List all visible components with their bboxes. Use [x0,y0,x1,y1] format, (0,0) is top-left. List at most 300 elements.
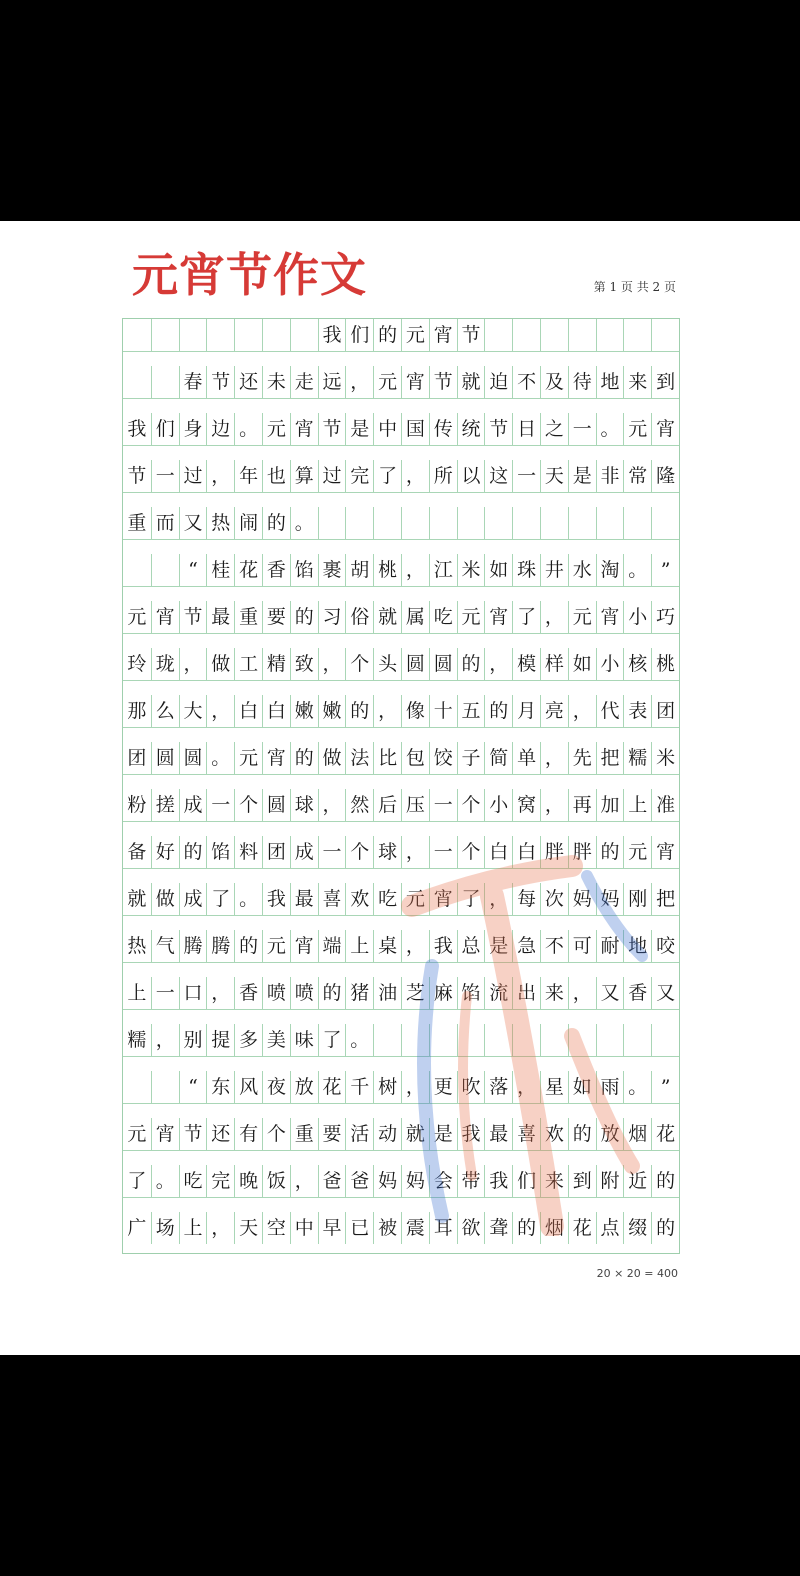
grid-cell: 宵 [401,366,429,398]
grid-cell: 了 [512,601,540,633]
grid-cell: 亮 [540,695,568,727]
grid-cell: ， [179,648,207,680]
grid-cell [123,554,151,586]
grid-cell: 不 [512,366,540,398]
grid-cell: 宵 [262,742,290,774]
grid-cell: 元 [568,601,596,633]
grid-row [123,695,679,742]
grid-cell: 。 [234,413,262,445]
grid-cell: 做 [206,648,234,680]
grid-cell: 有 [234,1118,262,1150]
grid-cell: 裹 [318,554,346,586]
grid-cell: 了 [457,883,485,915]
grid-cell: 元 [373,366,401,398]
grid-cell: 端 [318,930,346,962]
grid-cell: 而 [151,507,179,539]
grid-cell: 上 [623,789,651,821]
grid-cell: ， [373,695,401,727]
grid-cell: 球 [290,789,318,821]
grid-cell: 个 [234,789,262,821]
essay-page [0,221,800,1355]
grid-cell: 玲 [127,653,147,675]
grid-cell: 工 [234,648,262,680]
grid-cell: 如 [484,554,512,586]
grid-cell: 年 [234,460,262,492]
grid-cell: 已 [345,1212,373,1244]
grid-cell: 一 [206,789,234,821]
grid-cell: 元 [401,883,429,915]
grid-cell: 单 [512,742,540,774]
grid-cell: 多 [234,1024,262,1056]
grid-cell: 会 [429,1165,457,1197]
grid-cell [484,507,512,539]
grid-cell: 场 [151,1212,179,1244]
grid-cell: 出 [512,977,540,1009]
grid-cell: 的 [484,695,512,727]
grid-cell: 个 [345,648,373,680]
grid-cell: 节 [429,366,457,398]
grid-cell: 吃 [179,1165,207,1197]
grid-cell: 一 [568,413,596,445]
grid-cell: 小 [623,601,651,633]
grid-cell: “ [179,1071,207,1103]
grid-cell: 圆 [429,648,457,680]
grid-cell [234,319,262,351]
grid-cell: 又 [179,507,207,539]
row-spacer [123,821,679,837]
grid-cell: ， [290,1165,318,1197]
grid-cell: 喷 [290,977,318,1009]
grid-cell: 可 [568,930,596,962]
grid-cell: 欲 [457,1212,485,1244]
grid-cell: 宵 [484,601,512,633]
grid-cell: 俗 [345,601,373,633]
grid-cell: 属 [401,601,429,633]
grid-cell: 致 [290,648,318,680]
grid-cell: 么 [151,695,179,727]
grid-cell: 那 [127,700,147,722]
grid-cell: 简 [484,742,512,774]
grid-cell: 嫩 [290,695,318,727]
grid-cell: 了 [373,460,401,492]
grid-cell: 不 [540,930,568,962]
grid-cell: 花 [234,554,262,586]
grid-cell: 把 [596,742,624,774]
grid-cell: 完 [345,460,373,492]
grid-cell: 妈 [568,883,596,915]
grid-cell: 个 [457,836,485,868]
grid-cell: ， [568,695,596,727]
grid-cell: 饭 [262,1165,290,1197]
grid-cell: ， [318,648,346,680]
grid-cell: 喜 [318,883,346,915]
grid-cell: 是 [345,413,373,445]
grid-cell: 以 [457,460,485,492]
grid-row [123,742,679,789]
grid-cell: ， [206,695,234,727]
grid-cell: 元 [262,413,290,445]
grid-cell: 圆 [179,742,207,774]
grid-row [123,789,679,836]
grid-cell: 宵 [429,319,457,351]
grid-cell: 地 [623,930,651,962]
row-spacer [123,398,679,414]
grid-cell: 活 [345,1118,373,1150]
grid-cell: 香 [234,977,262,1009]
grid-cell: 腾 [206,930,234,962]
grid-cell: 元 [127,1123,147,1145]
grid-cell: 团 [127,747,147,769]
grid-cell: 个 [345,836,373,868]
grid-cell: 如 [568,648,596,680]
grid-cell: ， [401,554,429,586]
grid-cell: 腾 [179,930,207,962]
grid-cell: 猪 [345,977,373,1009]
grid-cell: 米 [457,554,485,586]
grid-cell [179,319,207,351]
grid-cell: 先 [568,742,596,774]
grid-cell: 胖 [568,836,596,868]
grid-cell: 统 [457,413,485,445]
grid-cell: 又 [651,977,679,1009]
grid-cell: 料 [234,836,262,868]
grid-cell: 树 [373,1071,401,1103]
grid-cell: 元 [623,836,651,868]
grid-cell: 个 [457,789,485,821]
grid-cell: 最 [206,601,234,633]
grid-footer-count: 20 × 20 = 400 [596,1267,678,1280]
grid-cell: 完 [206,1165,234,1197]
grid-cell: 子 [457,742,485,774]
grid-cell: 重 [127,512,147,534]
grid-cell: 样 [540,648,568,680]
grid-cell: 。 [234,883,262,915]
grid-cell: 我 [457,1118,485,1150]
grid-cell: 算 [290,460,318,492]
grid-cell: 我 [429,930,457,962]
grid-cell: 风 [234,1071,262,1103]
grid-cell [373,507,401,539]
grid-cell: 爸 [345,1165,373,1197]
grid-cell: 的 [651,1212,679,1244]
grid-cell: 最 [484,1118,512,1150]
grid-cell: 成 [179,883,207,915]
grid-cell: ， [401,930,429,962]
grid-cell: ， [484,883,512,915]
grid-cell: 球 [373,836,401,868]
grid-cell: 。 [623,554,651,586]
grid-cell: 附 [596,1165,624,1197]
grid-cell: 把 [651,883,679,915]
grid-cell: 精 [262,648,290,680]
grid-cell: 元 [127,606,147,628]
grid-cell [596,319,624,351]
grid-cell: 天 [234,1212,262,1244]
grid-cell: 来 [540,1165,568,1197]
grid-cell: 馅 [206,836,234,868]
grid-cell: 广 [127,1217,147,1239]
grid-cell: 吹 [457,1071,485,1103]
grid-cell: 元 [401,319,429,351]
grid-cell: 馅 [457,977,485,1009]
grid-cell: 月 [512,695,540,727]
grid-cell: ， [345,366,373,398]
grid-cell [651,507,679,539]
grid-cell: 宵 [651,413,679,445]
grid-cell [540,507,568,539]
grid-cell: 然 [345,789,373,821]
grid-cell: 包 [401,742,429,774]
grid-cell: 馅 [290,554,318,586]
grid-cell: 的 [179,836,207,868]
grid-cell [262,319,290,351]
grid-cell: 的 [262,507,290,539]
grid-cell: 的 [290,742,318,774]
grid-cell: 一 [151,977,179,1009]
grid-cell: 就 [401,1118,429,1150]
grid-cell: 香 [262,554,290,586]
grid-cell: 珑 [151,648,179,680]
grid-cell: 要 [262,601,290,633]
grid-cell: 吃 [429,601,457,633]
grid-cell: 妈 [373,1165,401,1197]
grid-cell: 烟 [623,1118,651,1150]
grid-cell: 上 [179,1212,207,1244]
grid-cell: 们 [512,1165,540,1197]
grid-cell: 白 [512,836,540,868]
grid-cell: 味 [290,1024,318,1056]
grid-cell: 糯 [623,742,651,774]
grid-cell: 地 [596,366,624,398]
grid-cell: 耐 [596,930,624,962]
grid-cell: 嫩 [318,695,346,727]
grid-cell: 动 [373,1118,401,1150]
grid-cell: 珠 [512,554,540,586]
grid-cell: 。 [345,1024,373,1056]
grid-cell: 代 [596,695,624,727]
grid-cell: 的 [457,648,485,680]
grid-cell: 习 [318,601,346,633]
grid-cell: 好 [151,836,179,868]
grid-cell: 饺 [429,742,457,774]
grid-cell: 是 [568,460,596,492]
grid-cell: 压 [401,789,429,821]
grid-cell: 喷 [262,977,290,1009]
grid-cell: 早 [318,1212,346,1244]
grid-cell: 水 [568,554,596,586]
grid-cell: 节 [179,601,207,633]
grid-cell: 总 [457,930,485,962]
grid-cell: 的 [512,1212,540,1244]
grid-row [123,601,679,648]
grid-cell: 雨 [596,1071,624,1103]
grid-cell: 隆 [651,460,679,492]
grid-cell: 胡 [345,554,373,586]
grid-cell: 气 [151,930,179,962]
grid-cell: 一 [429,836,457,868]
grid-cell: 节 [127,465,147,487]
grid-cell: 又 [596,977,624,1009]
grid-cell: 宵 [596,601,624,633]
grid-cell: 宵 [290,413,318,445]
grid-cell: 上 [345,930,373,962]
grid-cell: 流 [484,977,512,1009]
grid-cell: 每 [512,883,540,915]
grid-cell: 过 [318,460,346,492]
grid-row [123,413,679,460]
grid-cell [123,366,151,398]
grid-cell: 身 [179,413,207,445]
grid-cell: 咬 [651,930,679,962]
row-spacer [123,351,679,367]
grid-row [123,554,679,601]
grid-cell: 所 [429,460,457,492]
grid-cell: 我 [484,1165,512,1197]
grid-cell: 热 [206,507,234,539]
grid-cell: 晚 [234,1165,262,1197]
grid-cell: 。 [623,1071,651,1103]
grid-cell: 宵 [151,1118,179,1150]
page-indicator: 第 1 页 共 2 页 [593,280,676,294]
grid-cell: 喜 [512,1118,540,1150]
grid-cell: 白 [262,695,290,727]
grid-cell: 粉 [127,794,147,816]
grid-cell: 了 [206,883,234,915]
grid-cell [151,366,179,398]
grid-cell [151,319,179,351]
grid-cell: 节 [457,319,485,351]
grid-cell: 到 [651,366,679,398]
grid-cell: 口 [179,977,207,1009]
grid-cell: 闹 [234,507,262,539]
grid-cell: 米 [651,742,679,774]
grid-cell: 井 [540,554,568,586]
grid-cell: 五 [457,695,485,727]
grid-cell: 节 [206,366,234,398]
grid-cell: 来 [623,366,651,398]
grid-cell: 急 [512,930,540,962]
grid-cell: 做 [151,883,179,915]
grid-cell: 做 [318,742,346,774]
grid-cell: 次 [540,883,568,915]
grid-cell: 千 [345,1071,373,1103]
grid-cell: 准 [651,789,679,821]
grid-cell: 夜 [262,1071,290,1103]
grid-cell: 桌 [373,930,401,962]
grid-cell: ， [401,836,429,868]
grid-cell [512,507,540,539]
grid-cell: 圆 [401,648,429,680]
grid-cell: 放 [596,1118,624,1150]
grid-cell: 及 [540,366,568,398]
grid-cell: 空 [262,1212,290,1244]
grid-cell: 点 [596,1212,624,1244]
grid-cell: 来 [540,977,568,1009]
grid-cell: 到 [568,1165,596,1197]
grid-cell: 上 [127,982,147,1004]
grid-cell: 如 [568,1071,596,1103]
grid-cell: 天 [540,460,568,492]
grid-cell: 表 [623,695,651,727]
grid-cell: 放 [290,1071,318,1103]
grid-cell: ， [401,1071,429,1103]
grid-cell: 桃 [651,648,679,680]
grid-cell: 重 [234,601,262,633]
grid-cell: 更 [429,1071,457,1103]
grid-cell: 模 [512,648,540,680]
grid-cell: 国 [401,413,429,445]
grid-cell: ， [401,460,429,492]
grid-cell: 香 [623,977,651,1009]
grid-cell: 的 [596,836,624,868]
grid-cell: 元 [623,413,651,445]
grid-cell: 成 [179,789,207,821]
grid-cell: 桃 [373,554,401,586]
grid-row [123,648,679,695]
grid-cell: 元 [234,742,262,774]
grid-cell [568,507,596,539]
grid-cell: ， [206,977,234,1009]
grid-cell [623,507,651,539]
grid-row [123,507,679,554]
grid-cell: 。 [290,507,318,539]
row-spacer [123,445,679,461]
grid-cell: 迫 [484,366,512,398]
watermark-logo [372,836,662,1236]
grid-cell [151,1071,179,1103]
grid-cell: ， [206,1212,234,1244]
grid-cell: 个 [262,1118,290,1150]
grid-cell: 花 [568,1212,596,1244]
grid-cell: 节 [484,413,512,445]
grid-cell: ， [318,789,346,821]
grid-cell: 带 [457,1165,485,1197]
grid-cell: 的 [345,695,373,727]
grid-cell [457,507,485,539]
grid-cell: 花 [651,1118,679,1150]
grid-cell: 像 [401,695,429,727]
grid-cell: 们 [151,413,179,445]
grid-cell: 大 [179,695,207,727]
grid-cell [568,319,596,351]
grid-cell [206,319,234,351]
grid-cell: ” [651,1071,679,1103]
grid-cell: 近 [623,1165,651,1197]
grid-cell: 后 [373,789,401,821]
grid-cell: 头 [373,648,401,680]
grid-cell: 核 [623,648,651,680]
grid-cell: 的 [373,319,401,351]
grid-cell: 吃 [373,883,401,915]
grid-cell: “ [179,554,207,586]
row-spacer [123,774,679,790]
grid-cell [123,319,151,351]
grid-cell: 了 [318,1024,346,1056]
grid-cell: 加 [596,789,624,821]
grid-cell: 十 [429,695,457,727]
grid-cell: 春 [179,366,207,398]
grid-cell: 团 [262,836,290,868]
grid-cell [596,507,624,539]
grid-cell [401,507,429,539]
grid-cell: 成 [290,836,318,868]
grid-cell: 宵 [151,601,179,633]
grid-cell: 巧 [651,601,679,633]
grid-cell: 缀 [623,1212,651,1244]
grid-cell: ， [568,977,596,1009]
grid-cell: 一 [429,789,457,821]
grid-cell: 的 [290,601,318,633]
